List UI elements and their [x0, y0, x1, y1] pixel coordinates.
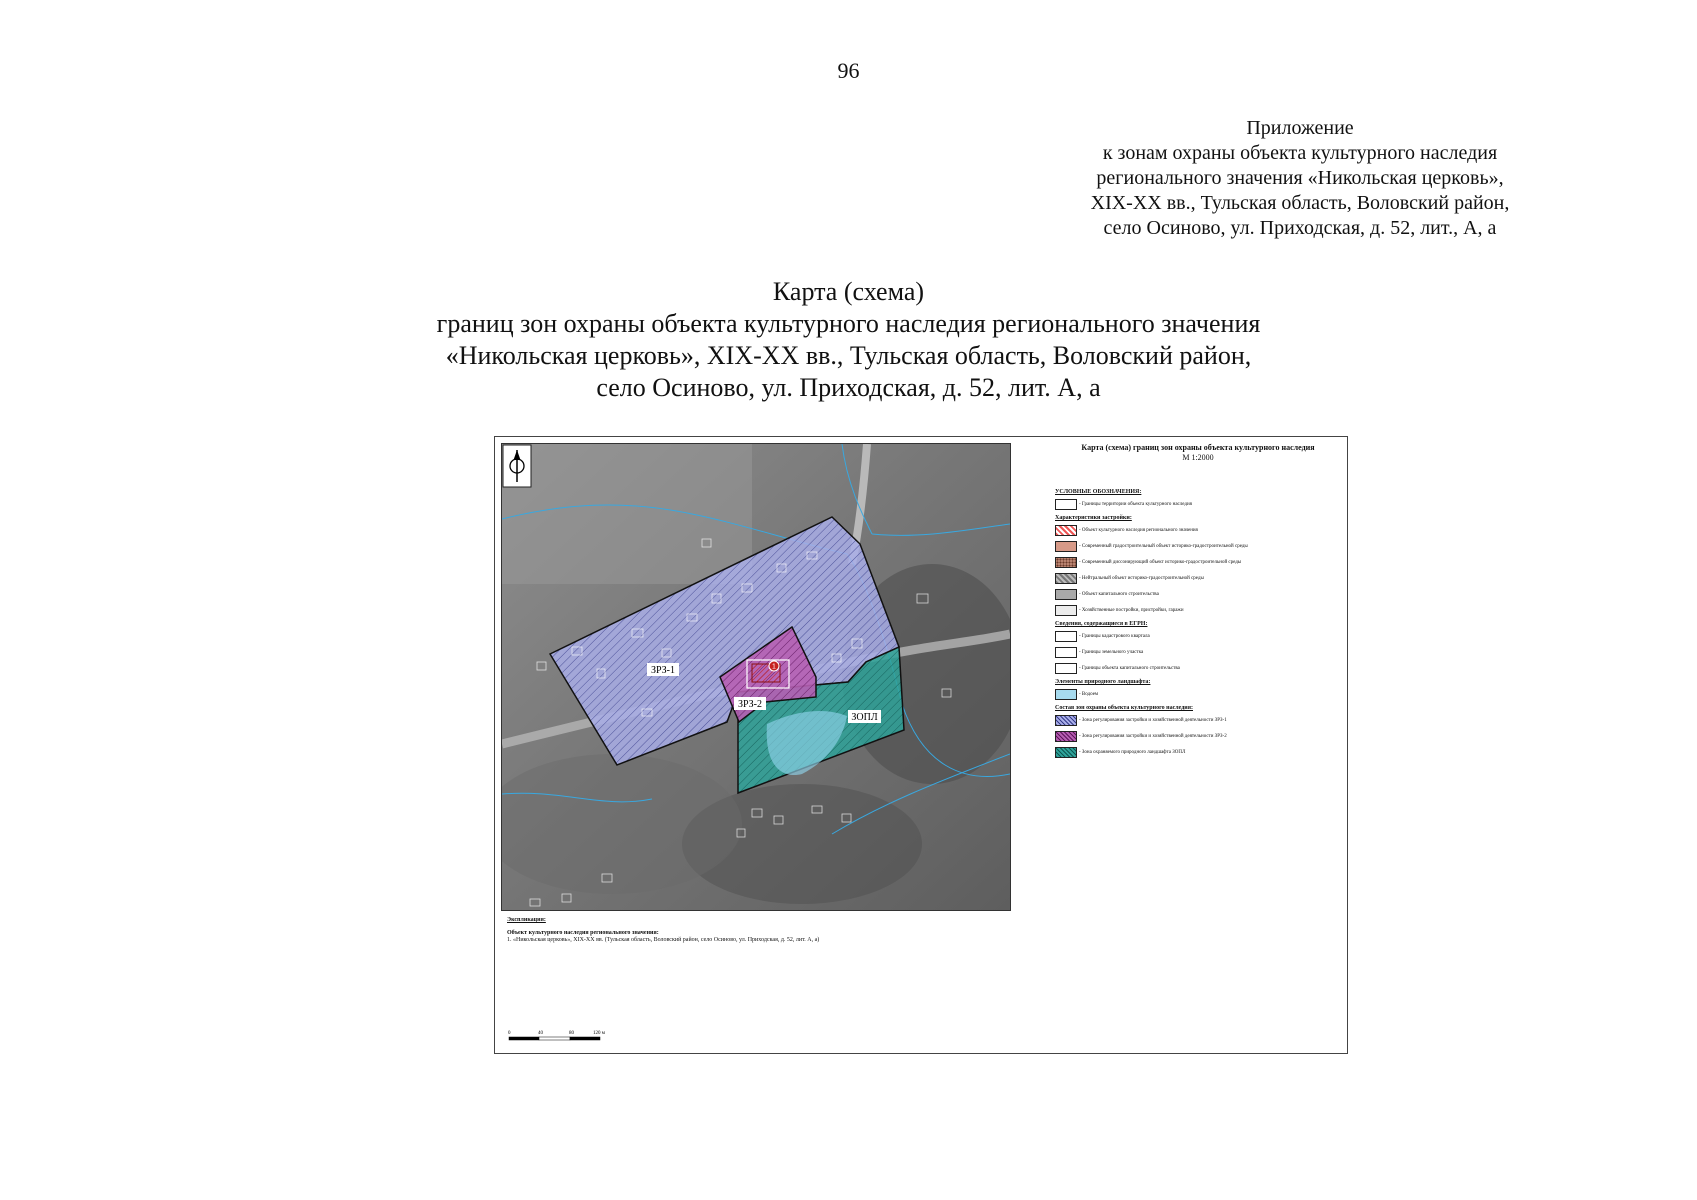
legend-item — [1055, 541, 1341, 552]
legend-label: - Объект капитального строительства — [1079, 592, 1159, 597]
scale-tick-label: 120 м — [593, 1031, 605, 1036]
legend-swatch-gray-hatch-icon — [1055, 573, 1077, 584]
legend-swatch-plain-icon — [1055, 631, 1077, 642]
map-title-line: село Осиново, ул. Приходская, д. 52, лит. А, а — [596, 373, 1101, 402]
legend-label: - Современный градостроительный объект историко-градостроительной среды — [1079, 544, 1248, 549]
legend-item — [1055, 647, 1341, 658]
legend-label: - Зона регулирования застройки и хозяйственной деятельности ЗРЗ-1 — [1079, 718, 1227, 723]
legend-swatch-red-hatch-icon — [1055, 525, 1077, 536]
legend-item — [1055, 747, 1341, 758]
legend-label: - Зона регулирования застройки и хозяйственной деятельности ЗРЗ-2 — [1079, 734, 1227, 739]
field-area — [502, 444, 752, 584]
object-number: 1 — [772, 663, 776, 671]
zone-label-zrz2: ЗРЗ-2 — [737, 699, 763, 710]
zone-label-zrz1-group — [647, 663, 679, 676]
scale-segment — [509, 1037, 539, 1040]
legend-label: - Зона охраняемого природного ландшафта ЗОПЛ — [1079, 750, 1186, 755]
appendix-note — [1070, 116, 1530, 241]
zone-label-zrz1: ЗРЗ-1 — [650, 665, 676, 676]
explication-heading: Экспликация: — [507, 917, 546, 923]
legend-item — [1055, 573, 1341, 584]
legend-item — [1055, 605, 1341, 616]
appendix-line: XIX-XX вв., Тульская область, Воловский район, — [1090, 192, 1510, 214]
appendix-line: регионального значения «Никольская церковь», — [1096, 167, 1504, 189]
legend-swatch-salmon-icon — [1055, 541, 1077, 552]
legend-item — [1055, 731, 1341, 742]
north-arrow-icon — [503, 445, 531, 487]
legend-item — [1055, 525, 1341, 536]
legend-heading: Характеристики застройки: — [1055, 515, 1132, 521]
appendix-line: к зонам охраны объекта культурного наследия — [1102, 142, 1498, 164]
legend-label: - Современный диссонирующий объект историко-градостроительной среды — [1079, 560, 1242, 565]
legend-swatch-light-icon — [1055, 605, 1077, 616]
scale-tick-label: 80 — [569, 1031, 574, 1036]
map-title-line: границ зон охраны объекта культурного наследия регионального значения — [436, 309, 1261, 338]
legend-heading: Элементы природного ландшафта: — [1055, 679, 1151, 685]
legend-swatch-gray-icon — [1055, 589, 1077, 600]
legend-swatch-plain-icon — [1055, 647, 1077, 658]
legend-item — [1055, 557, 1341, 568]
legend-swatch-water-icon — [1055, 689, 1077, 700]
legend-heading: Сведения, содержащиеся в ЕГРН: — [1055, 621, 1148, 627]
legend-item — [1055, 499, 1341, 510]
legend-label: - Границы объекта капитального строительства — [1079, 666, 1180, 671]
legend-swatch-zrz2-icon — [1055, 731, 1077, 742]
appendix-line: Приложение — [1246, 117, 1354, 139]
page-number: 96 — [837, 58, 860, 83]
zone-label-zopl-group — [848, 710, 881, 723]
legend-scale: М 1:2000 — [1182, 453, 1214, 462]
zone-label-zrz2-group — [734, 697, 766, 710]
map-title — [0, 276, 1697, 404]
legend-label: - Хозяйственные постройки, пристройки, гаражи — [1079, 608, 1184, 613]
legend-label: - Границы земельного участка — [1079, 650, 1144, 655]
legend-label: - Границы территории объекта культурного наследия — [1079, 502, 1192, 507]
scale-segment — [570, 1037, 600, 1040]
map-title-line: Карта (схема) — [772, 277, 925, 306]
legend-swatch-plain-icon — [1055, 499, 1077, 510]
scale-segment — [539, 1037, 570, 1040]
legend-item — [1055, 715, 1341, 726]
legend-item — [1055, 689, 1341, 700]
legend-swatch-brown-dots-icon — [1055, 557, 1077, 568]
scale-bar — [507, 1025, 607, 1049]
appendix-line: село Осиново, ул. Приходская, д. 52, лит., А, а — [1103, 217, 1497, 239]
legend-swatch-zopl-icon — [1055, 747, 1077, 758]
legend-item — [1055, 663, 1341, 674]
map-title-line: «Никольская церковь», XIX-XX вв., Тульская область, Воловский район, — [445, 341, 1252, 370]
legend-label: - Нейтральный объект историко-градостроительной среды — [1079, 576, 1204, 581]
legend-heading: УСЛОВНЫЕ ОБОЗНАЧЕНИЯ: — [1055, 489, 1142, 495]
explication-subheading: Объект культурного наследия регионального значения: — [507, 930, 659, 936]
map-frame — [501, 443, 1011, 911]
aerial-map — [502, 444, 1010, 910]
legend-title: Карта (схема) границ зон охраны объекта культурного наследия — [1081, 443, 1315, 452]
map-sheet — [494, 436, 1348, 1054]
explication-item: 1. «Никольская церковь», XIX-XX вв. (Тульская область, Воловский район, село Осиново, ул. Приходская, д. 52, лит. А, а) — [507, 937, 820, 943]
legend-item — [1055, 589, 1341, 600]
map-legend — [1055, 443, 1341, 763]
zone-label-zopl: ЗОПЛ — [851, 712, 878, 723]
explication — [507, 917, 819, 944]
legend-label: - Границы кадастрового квартала — [1079, 634, 1150, 639]
scale-tick-label: 40 — [538, 1031, 543, 1036]
legend-label: - Объект культурного наследия регионального значения — [1079, 528, 1198, 533]
scale-tick-label: 0 — [508, 1031, 511, 1036]
legend-label: - Водоем — [1079, 692, 1099, 697]
legend-item — [1055, 631, 1341, 642]
legend-swatch-plain-icon — [1055, 663, 1077, 674]
legend-swatch-zrz1-icon — [1055, 715, 1077, 726]
legend-heading: Состав зон охраны объекта культурного наследия: — [1055, 705, 1193, 711]
